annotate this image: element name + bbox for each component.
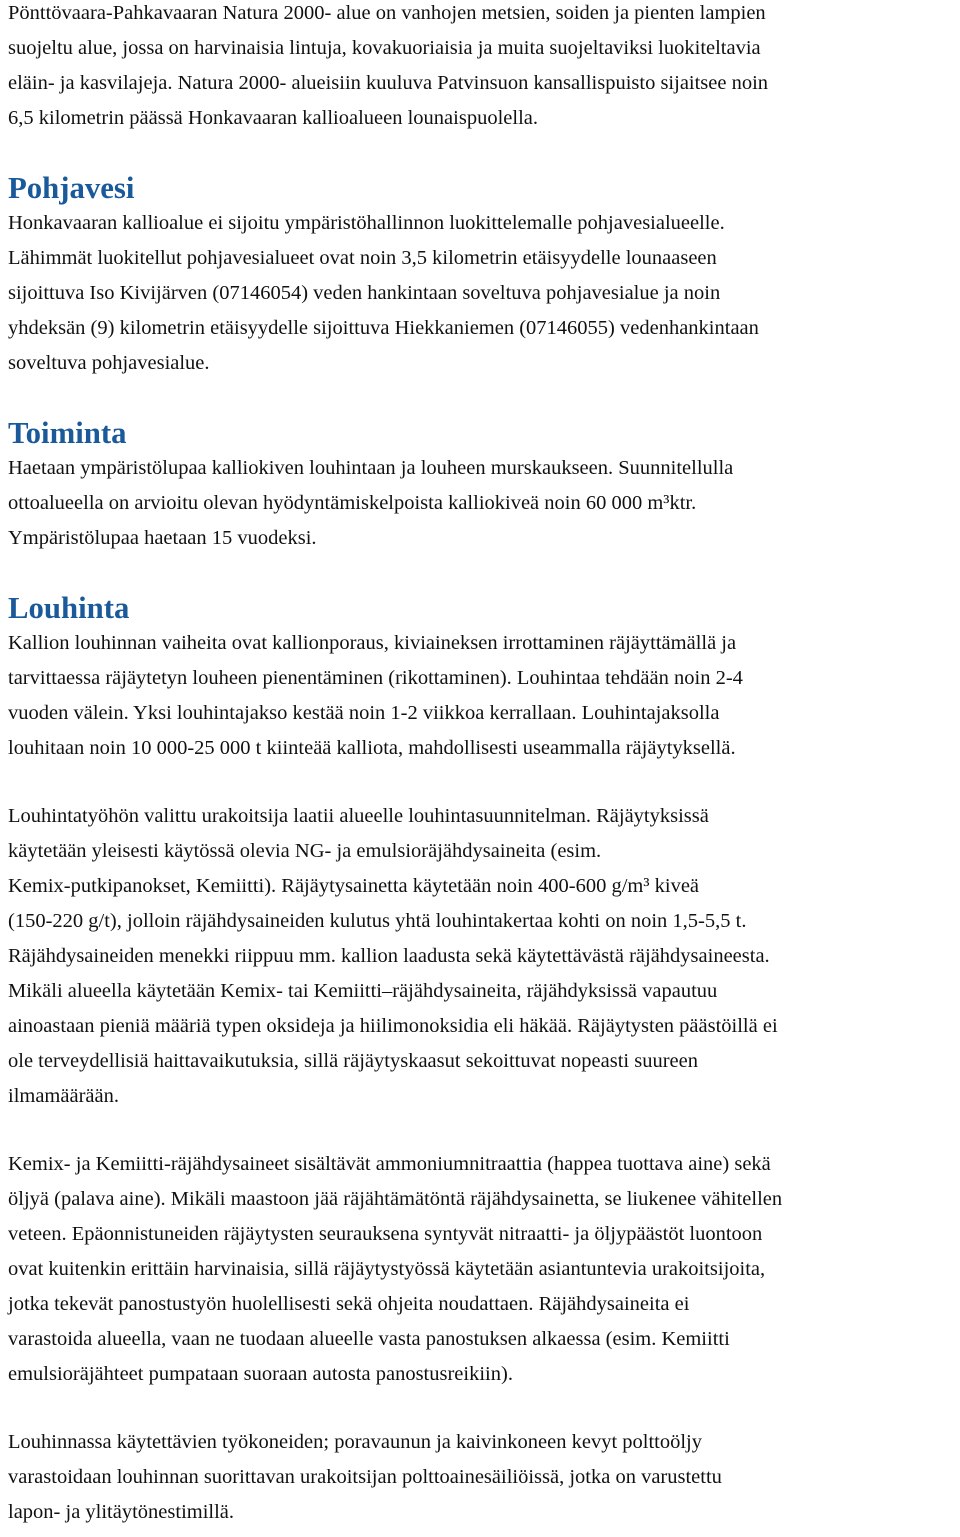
text-line: jotka tekevät panostustyön huolellisesti sekä ohjeita noudattaen. Räjähdysaineita ei (8, 1293, 690, 1315)
text-line: Ympäristölupaa haetaan 15 vuodeksi. (8, 527, 317, 549)
intro-paragraph (8, 0, 956, 136)
text-line: ovat kuitenkin erittäin harvinaisia, sillä räjäytystyössä käytetään asiantuntevia urakoitsijoita, (8, 1258, 766, 1280)
section-toiminta (8, 416, 956, 556)
text-line: eläin- ja kasvilajeja. Natura 2000- alueisiin kuuluva Patvinsuon kansallispuisto sijaitsee noin (8, 72, 769, 94)
text-line: yhdeksän (9) kilometrin etäisyydelle sijoittuva Hiekkaniemen (07146055) vedenhankintaan (8, 317, 759, 339)
text-line: Louhintatyöhön valittu urakoitsija laatii alueelle louhintasuunnitelman. Räjäytyksissä (8, 805, 709, 827)
text-line: (150-220 g/t), jolloin räjähdysaineiden kulutus yhtä louhintakertaa kohti on noin 1,5-5,5 t. (8, 910, 747, 932)
section-pohjavesi (8, 171, 956, 381)
text-line: Mikäli alueella käytetään Kemix- tai Kemiitti–räjähdysaineita, räjähdyksissä vapautuu (8, 980, 718, 1002)
section-heading-pohjavesi: Pohjavesi (8, 171, 135, 205)
text-line: emulsioräjähteet pumpataan suoraan autosta panostusreikiin). (8, 1363, 513, 1385)
pohjavesi-paragraph (8, 206, 956, 381)
text-line: suojeltu alue, jossa on harvinaisia lintuja, kovakuoriaisia ja muita suojeltaviksi luokiteltavia (8, 37, 761, 59)
text-line: Haetaan ympäristölupaa kalliokiven louhintaan ja louheen murskaukseen. Suunnitellulla (8, 457, 734, 479)
louhinta-paragraph (8, 626, 956, 766)
section-louhinta (8, 591, 956, 766)
text-line: Honkavaaran kallioalue ei sijoitu ympäristöhallinnon luokittelemalle pohjavesialueelle. (8, 212, 725, 234)
text-line: ole terveydellisiä haittavaikutuksia, sillä räjäytyskaasut sekoittuvat nopeasti suureen (8, 1050, 698, 1072)
text-line: ainoastaan pieniä määriä typen oksideja ja hiilimonoksidia eli häkää. Räjäytysten päästöillä ei (8, 1015, 778, 1037)
text-line: veteen. Epäonnistuneiden räjäytysten seurauksena syntyvät nitraatti- ja öljypäästöt luontoon (8, 1223, 763, 1245)
text-line: ilmamäärään. (8, 1085, 119, 1107)
text-line: ottoalueella on arvioitu olevan hyödyntämiskelpoista kalliokiveä noin 60 000 m³ktr. (8, 492, 697, 514)
toiminta-paragraph (8, 451, 956, 556)
section-heading-louhinta: Louhinta (8, 591, 130, 625)
text-line: käytetään yleisesti käytössä olevia NG- ja emulsioräjähdysaineita (esim. (8, 840, 602, 862)
text-line: öljyä (palava aine). Mikäli maastoon jää räjähtämätöntä räjähdysainetta, se liukenee vähitellen (8, 1188, 783, 1210)
text-line: tarvittaessa räjäytetyn louheen pienentäminen (rikottaminen). Louhintaa tehdään noin 2-4 (8, 667, 743, 689)
text-line: varastoidaan louhinnan suorittavan urakoitsijan polttoainesäiliöissä, jotka on varustettu (8, 1466, 722, 1488)
text-line: Lähimmät luokitellut pohjavesialueet ovat noin 3,5 kilometrin etäisyydelle lounaaseen (8, 247, 717, 269)
text-line: Kallion louhinnan vaiheita ovat kallionporaus, kiviaineksen irrottaminen räjäyttämällä ja (8, 632, 737, 654)
urakoitsija-paragraph (8, 799, 956, 1114)
kemix-paragraph (8, 1147, 956, 1392)
text-line: sijoittuva Iso Kivijärven (07146054) veden hankintaan soveltuva pohjavesialue ja noin (8, 282, 721, 304)
text-line: Kemix-putkipanokset, Kemiitti). Räjäytysainetta käytetään noin 400-600 g/m³ kiveä (8, 875, 700, 897)
text-line: 6,5 kilometrin päässä Honkavaaran kallioalueen lounaispuolella. (8, 107, 538, 129)
text-line: varastoida alueella, vaan ne tuodaan alueelle vasta panostuksen alkaessa (esim. Kemiitti (8, 1328, 730, 1350)
tyokoneet-paragraph (8, 1425, 956, 1530)
text-line: Kemix- ja Kemiitti-räjähdysaineet sisältävät ammoniumnitraattia (happea tuottava aine) sekä (8, 1153, 771, 1175)
text-line: soveltuva pohjavesialue. (8, 352, 210, 374)
text-line: Pönttövaara-Pahkavaaran Natura 2000- alue on vanhojen metsien, soiden ja pienten lampien (8, 2, 766, 24)
section-heading-toiminta: Toiminta (8, 416, 127, 450)
text-line: lapon- ja ylitäytönestimillä. (8, 1501, 235, 1523)
text-line: vuoden välein. Yksi louhintajakso kestää noin 1-2 viikkoa kerrallaan. Louhintajaksolla (8, 702, 720, 724)
text-line: louhitaan noin 10 000-25 000 t kiinteää kalliota, mahdollisesti useammalla räjäytyksellä. (8, 737, 736, 759)
text-line: Räjähdysaineiden menekki riippuu mm. kallion laadusta sekä käytettävästä räjähdysaineesta. (8, 945, 770, 967)
text-line: Louhinnassa käytettävien työkoneiden; poravaunun ja kaivinkoneen kevyt polttoöljy (8, 1431, 702, 1453)
